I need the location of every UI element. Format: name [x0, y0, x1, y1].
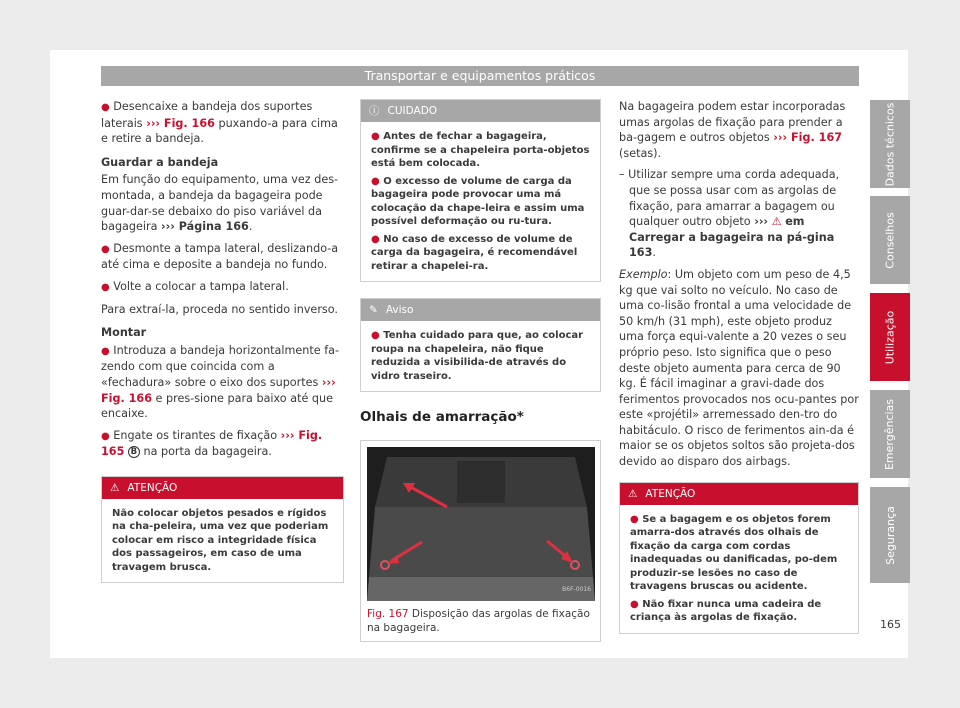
- page-ref-163[interactable]: em Carregar a bagageira na pá-gina 163: [629, 215, 835, 260]
- atencao-body-right: [620, 505, 858, 633]
- warning-icon: ⚠: [628, 487, 638, 500]
- figure-code: B6F-0016: [562, 586, 591, 593]
- trunk-image: [367, 447, 595, 601]
- cuidado-box: [360, 99, 601, 282]
- aviso-header: ✎ Aviso: [361, 299, 600, 321]
- aviso-body: [361, 321, 600, 391]
- para-example: Exemplo: Um objeto com um peso de 4,5 kg que vai solto no veículo. No caso de uma co-lisão frontal a uma velocidade de 50 km/h (31 mph), este objeto produz uma força equi-valente a 20 vezes o seu próprio peso. Isto significa que o peso deste objeto aumenta para cerca de 90 kg. É fácil imaginar a gravi-dade dos ferimentos provocados nos ocu-pantes por este «projétil» arremessado den-tro do habitáculo. O risco de ferimentos ain-da é maior se os objetos soltos são projeta-dos devido ao disparo dos airbags.: [619, 267, 859, 469]
- tab-utilizacao[interactable]: Utilização: [870, 293, 910, 381]
- page-number: 165: [880, 618, 901, 631]
- warning-icon: ⚠: [771, 215, 782, 229]
- para-guardar: Em função do equipamento, uma vez des-montada, a bandeja da bagageira pode guar-dar-se debaixo do piso variável da bagageira ››› Página 166.: [101, 173, 339, 234]
- bullet-1: ● Desencaixe a bandeja dos suportes laterais ››› Fig. 166 puxando-a para cima e retire a bandeja.: [101, 100, 338, 146]
- info-icon: ⓘ: [369, 105, 380, 117]
- fig-ref-167[interactable]: ››› Fig. 167: [773, 131, 843, 145]
- fig-ref-165[interactable]: ››› Fig. 165: [101, 428, 323, 459]
- aviso-box: [360, 298, 601, 392]
- dash-item: – Utilizar sempre uma corda adequada, que se possa usar com as argolas de fixação, para amarrar a bagagem ou qualquer outro objeto ››› ⚠ em Carregar a bagageira na pá-gina 163.: [619, 168, 840, 260]
- tab-conselhos[interactable]: Conselhos: [870, 196, 910, 284]
- badge-b: B: [128, 446, 140, 458]
- atencao-header-right: ⚠ ATENÇÃO: [620, 483, 858, 505]
- bullet-3: ● Volte a colocar a tampa lateral.: [101, 279, 289, 293]
- cuidado-header: ⓘ CUIDADO: [361, 100, 600, 122]
- column-left: [101, 99, 344, 583]
- tab-dados-tecnicos[interactable]: Dados técnicos: [870, 100, 910, 188]
- figure-caption: Fig. 167 Disposição das argolas de fixação na bagageira.: [367, 607, 590, 634]
- cuidado-item: ● No caso de excesso de volume de carga da bagageira, é recomendável retirar a chapelei-ra.: [371, 233, 578, 272]
- aviso-item: ● Tenha cuidado para que, ao colocar roupa na chapeleira, não fique reduzida a visibilida-de através do vidro traseiro.: [371, 330, 584, 382]
- column-right: [619, 99, 859, 634]
- column-middle: [360, 99, 601, 642]
- page-ref-166[interactable]: ››› Página 166: [161, 220, 249, 234]
- trunk-illustration: [367, 447, 595, 601]
- tab-emergencias[interactable]: Emergências: [870, 390, 910, 478]
- bullet-2: ● Desmonte a tampa lateral, deslizando-a até cima e deposite a bandeja no fundo.: [101, 241, 339, 272]
- page-header: Transportar e equipamentos práticos: [101, 66, 859, 86]
- atencao-box-left: [101, 476, 344, 584]
- figure-167: [360, 440, 601, 642]
- para-extrair: Para extraí-la, proceda no sentido inverso.: [101, 302, 338, 316]
- fig-ref-166[interactable]: ››› Fig. 166: [146, 116, 215, 130]
- heading-montar: Montar: [101, 326, 147, 340]
- warning-icon: ⚠: [110, 481, 120, 494]
- para-intro: Na bagageira podem estar incorporadas umas argolas de fixação para prender a ba-gagem e outros objetos ››› Fig. 167 (setas).: [619, 100, 846, 160]
- atencao-body: Não colocar objetos pesados e rígidos na cha-peleira, uma vez que poderiam colocar em risco a integridade física dos passageiros, em caso de uma travagem brusca.: [112, 507, 329, 573]
- cuidado-item: ● O excesso de volume de carga da bagageira pode provocar uma má colocação da chape-leira e assim uma possível deformação ou ru-tura.: [371, 175, 585, 227]
- heading-guardar: Guardar a bandeja: [101, 155, 219, 169]
- atencao-item: ● Se a bagagem e os objetos forem amarra-dos através dos olhais de fixação da carga com cordas inadequadas ou danificadas, po-dem produzir-se lesões no caso de travagens bruscas ou acidente.: [630, 513, 838, 593]
- atencao-box-right: [619, 482, 859, 634]
- bullet-4: ● Introduza a bandeja horizontalmente fa-zendo com que coincida com a «fechadura» sobre o eixo dos suportes ››› Fig. 166 e pres-sione para baixo até que encaixe.: [101, 343, 340, 421]
- bullet-5: ● Engate os tirantes de fixação ››› Fig. 165 B na porta da bagageira.: [101, 428, 323, 459]
- tab-seguranca[interactable]: Segurança: [870, 487, 910, 583]
- section-title: Olhais de amarração*: [360, 409, 524, 425]
- atencao-header: ⚠ ATENÇÃO: [102, 477, 343, 499]
- cuidado-item: ● Antes de fechar a bagageira, confirme se a chapeleira porta-objetos está bem colocada.: [371, 131, 590, 169]
- note-icon: ✎: [369, 304, 378, 316]
- cuidado-body: [361, 122, 600, 281]
- atencao-item: ● Não fixar nunca uma cadeira de criança às argolas de fixação.: [630, 598, 822, 624]
- fig-ref-166b[interactable]: ››› Fig. 166: [101, 375, 336, 405]
